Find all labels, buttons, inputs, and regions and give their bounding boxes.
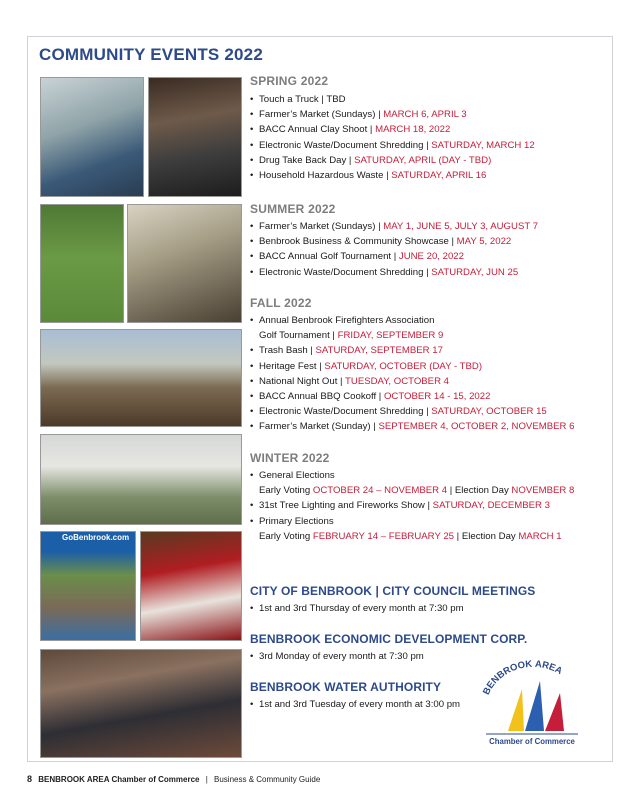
footer-separator: | (205, 775, 208, 784)
list-item: • BACC Annual Clay Shoot | MARCH 18, 2022 (250, 122, 535, 137)
page-number: 8 (27, 774, 33, 784)
footer-org: BENBROOK AREA Chamber of Commerce (38, 775, 200, 784)
page-footer (27, 774, 320, 784)
list-item: • Farmer’s Market (Sundays) | MARCH 6, APRIL 3 (250, 107, 535, 122)
list-item: • Electronic Waste/Document Shredding | SATURDAY, JUN 25 (250, 265, 538, 280)
list-item: • Electronic Waste/Document Shredding | SATURDAY, MARCH 12 (250, 138, 535, 153)
photo-banner-text: GoBenbrook.com (62, 533, 130, 542)
list-item: • Household Hazardous Waste | SATURDAY, APRIL 16 (250, 168, 535, 183)
spring-list (250, 92, 535, 183)
summer-list (250, 219, 538, 280)
photo-award (148, 77, 242, 197)
section-heading-fall: FALL 2022 (250, 296, 312, 310)
meeting-heading-edc: BENBROOK ECONOMIC DEVELOPMENT CORP. (250, 632, 528, 646)
meeting-list-city-council (250, 601, 464, 616)
photo-firefighters (40, 329, 242, 427)
list-item: • Electronic Waste/Document Shredding | SATURDAY, OCTOBER 15 (250, 404, 574, 419)
photo-showcase (40, 77, 144, 197)
list-item: • Heritage Fest | SATURDAY, OCTOBER (DAY - TBD) (250, 359, 574, 374)
list-item: • BACC Annual Golf Tournament | JUNE 20, 2022 (250, 249, 538, 264)
meeting-heading-city-council: CITY OF BENBROOK | CITY COUNCIL MEETINGS (250, 584, 536, 598)
list-item: • Drug Take Back Day | SATURDAY, APRIL (DAY - TBD) (250, 153, 535, 168)
photo-golf (40, 204, 124, 323)
list-item: • National Night Out | TUESDAY, OCTOBER 4 (250, 374, 574, 389)
logo-arc-text: BENBROOK AREA (481, 658, 565, 697)
list-item: • 1st and 3rd Thursday of every month at 7:30 pm (250, 601, 464, 616)
footer-guide: Business & Community Guide (214, 775, 321, 784)
photo-tree-lighting (40, 531, 136, 641)
list-item: • Touch a Truck | TBD (250, 92, 535, 107)
list-item: • Farmer’s Market (Sundays) | MAY 1, JUNE 5, JULY 3, AUGUST 7 (250, 219, 538, 234)
photo-heritage-fest (40, 434, 242, 525)
logo-sail-red (545, 693, 564, 731)
meeting-list-edc (250, 649, 424, 664)
list-item: • 31st Tree Lighting and Fireworks Show | SATURDAY, DECEMBER 3 (250, 498, 574, 513)
list-item: • Primary Elections Early Voting FEBRUARY 14 – FEBRUARY 25 | Election Day MARCH 1 (250, 514, 574, 544)
meeting-heading-water-authority: BENBROOK WATER AUTHORITY (250, 680, 442, 694)
section-heading-winter: WINTER 2022 (250, 451, 330, 465)
photo-market (127, 204, 242, 323)
photo-meeting (40, 649, 242, 758)
list-item: • Annual Benbrook Firefighters Association Golf Tournament | FRIDAY, SEPTEMBER 9 (250, 313, 574, 343)
photo-santa (140, 531, 242, 641)
winter-list (250, 468, 574, 544)
logo-sail-yellow (508, 689, 524, 731)
list-item: • 3rd Monday of every month at 7:30 pm (250, 649, 424, 664)
meeting-list-water-authority (250, 697, 460, 712)
list-item: • General Elections Early Voting OCTOBER 24 – NOVEMBER 4 | Election Day NOVEMBER 8 (250, 468, 574, 498)
list-item: • BACC Annual BBQ Cookoff | OCTOBER 14 - 15, 2022 (250, 389, 574, 404)
list-item: • Trash Bash | SATURDAY, SEPTEMBER 17 (250, 343, 574, 358)
list-item: • Benbrook Business & Community Showcase | MAY 5, 2022 (250, 234, 538, 249)
list-item: • 1st and 3rd Tuesday of every month at 3:00 pm (250, 697, 460, 712)
section-heading-spring: SPRING 2022 (250, 74, 329, 88)
list-item: • Farmer’s Market (Sunday) | SEPTEMBER 4, OCTOBER 2, NOVEMBER 6 (250, 419, 574, 434)
page-title: COMMUNITY EVENTS 2022 (39, 45, 263, 64)
logo-bottom-text: Chamber of Commerce (489, 737, 575, 746)
fall-list (250, 313, 574, 435)
section-heading-summer: SUMMER 2022 (250, 202, 336, 216)
chamber-logo (478, 657, 586, 749)
logo-sail-blue (525, 681, 544, 731)
